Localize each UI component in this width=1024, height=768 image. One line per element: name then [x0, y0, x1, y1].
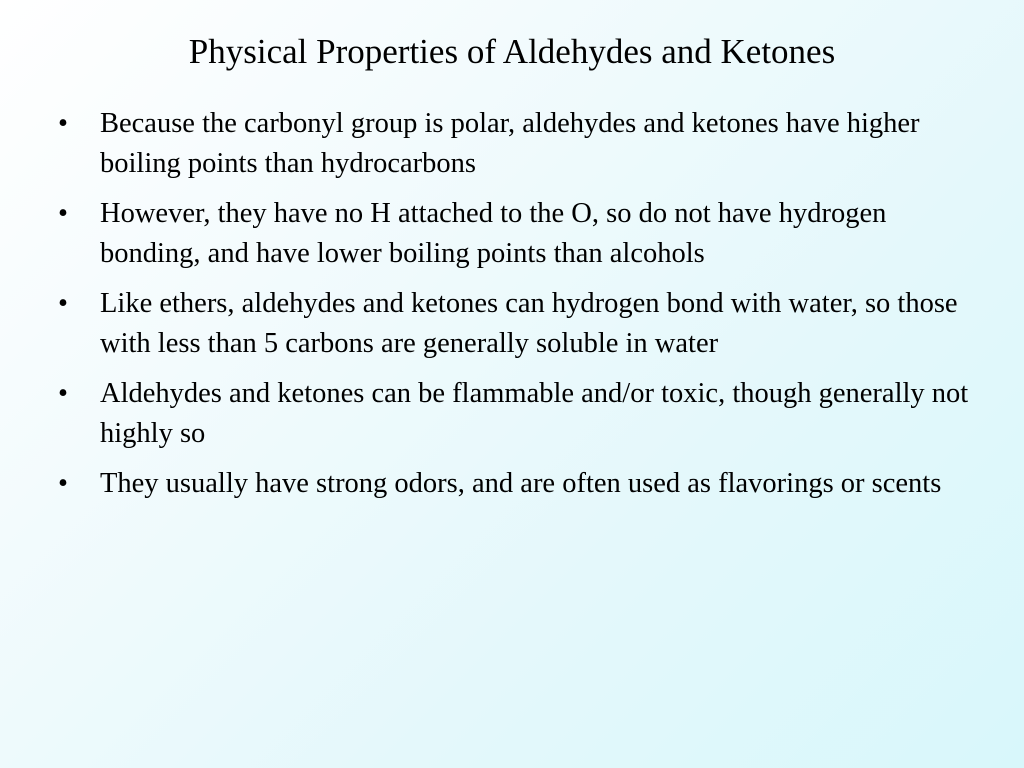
bullet-icon: • — [58, 378, 68, 409]
bullet-text: Like ethers, aldehydes and ketones can hydrogen bond with water, so those with less than 5 carbons are generally soluble in water — [100, 288, 958, 359]
bullet-item-odors — [58, 464, 978, 504]
bullet-text: However, they have no H attached to the O, so do not have hydrogen bonding, and have lower boiling points than alcohols — [100, 198, 887, 269]
bullet-icon: • — [58, 108, 68, 139]
bullet-item-hydrogen-bonding — [58, 194, 978, 274]
bullet-icon: • — [58, 468, 68, 499]
bullet-text: They usually have strong odors, and are often used as flavorings or scents — [100, 468, 942, 499]
bullet-item-boiling-points — [58, 104, 978, 184]
bullet-text: Because the carbonyl group is polar, aldehydes and ketones have higher boiling points than hydrocarbons — [100, 108, 920, 179]
bullet-text: Aldehydes and ketones can be flammable and/or toxic, though generally not highly so — [100, 378, 969, 449]
bullet-list — [58, 104, 978, 514]
slide-title: Physical Properties of Aldehydes and Ketones — [188, 32, 836, 71]
bullet-icon: • — [58, 198, 68, 229]
bullet-item-flammability — [58, 374, 978, 454]
bullet-item-solubility — [58, 284, 978, 364]
bullet-icon: • — [58, 288, 68, 319]
